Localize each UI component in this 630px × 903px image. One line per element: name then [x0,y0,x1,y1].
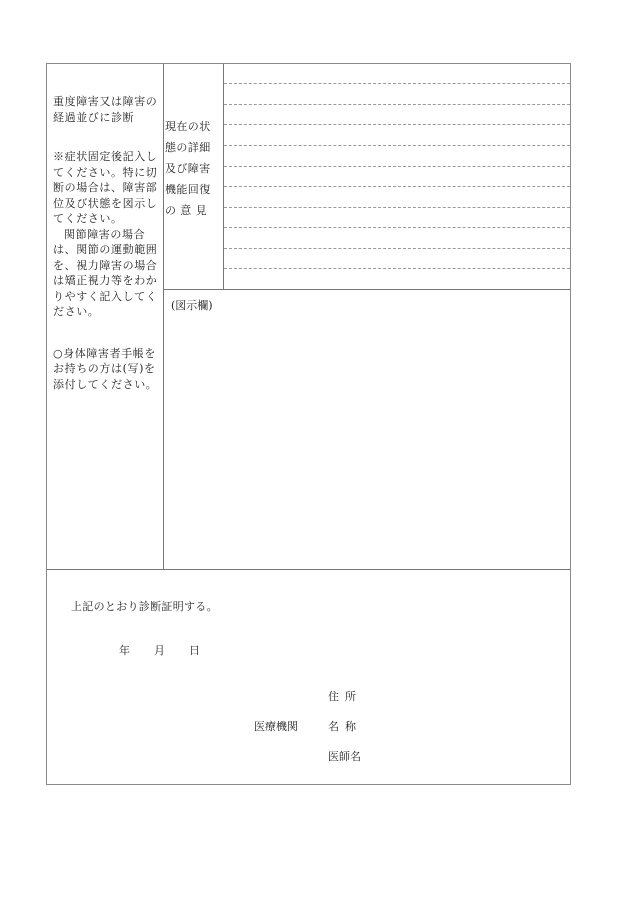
opinion-writing-area[interactable] [224,64,570,290]
writing-line [224,145,570,146]
certification-date [119,642,200,658]
medical-certificate-form [46,63,571,785]
writing-line [224,186,570,187]
institution-label: 医療機関 [254,720,298,733]
date-month-label: 月 [154,644,165,657]
opinion-label-line: 機能回復 [165,183,211,196]
note-disability-handbook: ○身体障害者手帳をお持ちの方は(写)を添付してください。 [53,346,158,391]
institution-name-label: 名称 [328,720,362,733]
writing-line [224,104,570,105]
writing-line [224,124,570,125]
writing-line [224,207,570,208]
left-heading: 重度障害又は障害の経過並びに診断 [53,95,158,124]
opinion-label-line: 及び障害 [165,162,211,175]
writing-line [224,227,570,228]
writing-line [224,248,570,249]
doctor-name-label: 医師名 [328,750,361,763]
writing-line [224,83,570,84]
address-label: 住所 [328,690,362,703]
certification-statement: 上記のとおり診断証明する。 [71,600,218,613]
divider-left [163,64,164,570]
opinion-label-line: の 意 見 [165,204,207,217]
note-joint-vision: 関節障害の場合は、関節の運動範囲を、視力障害の場合は矯正視力等をわかりやすく記入してください。 [53,227,158,318]
opinion-label [165,116,223,221]
writing-line [224,166,570,167]
date-day-label: 日 [189,644,200,657]
opinion-label-line: 現在の状 [165,120,211,133]
diagram-area-label: (図示欄) [171,299,213,312]
left-instructions [47,64,163,570]
certification-section [47,570,570,784]
note-fixed-symptom: ※症状固定後記入してください。特に切断の場合は、障害部位及び状態を図示してください。 [53,150,158,225]
writing-line [224,268,570,269]
date-year-label: 年 [119,644,130,657]
opinion-label-line: 態の詳細 [165,141,211,154]
